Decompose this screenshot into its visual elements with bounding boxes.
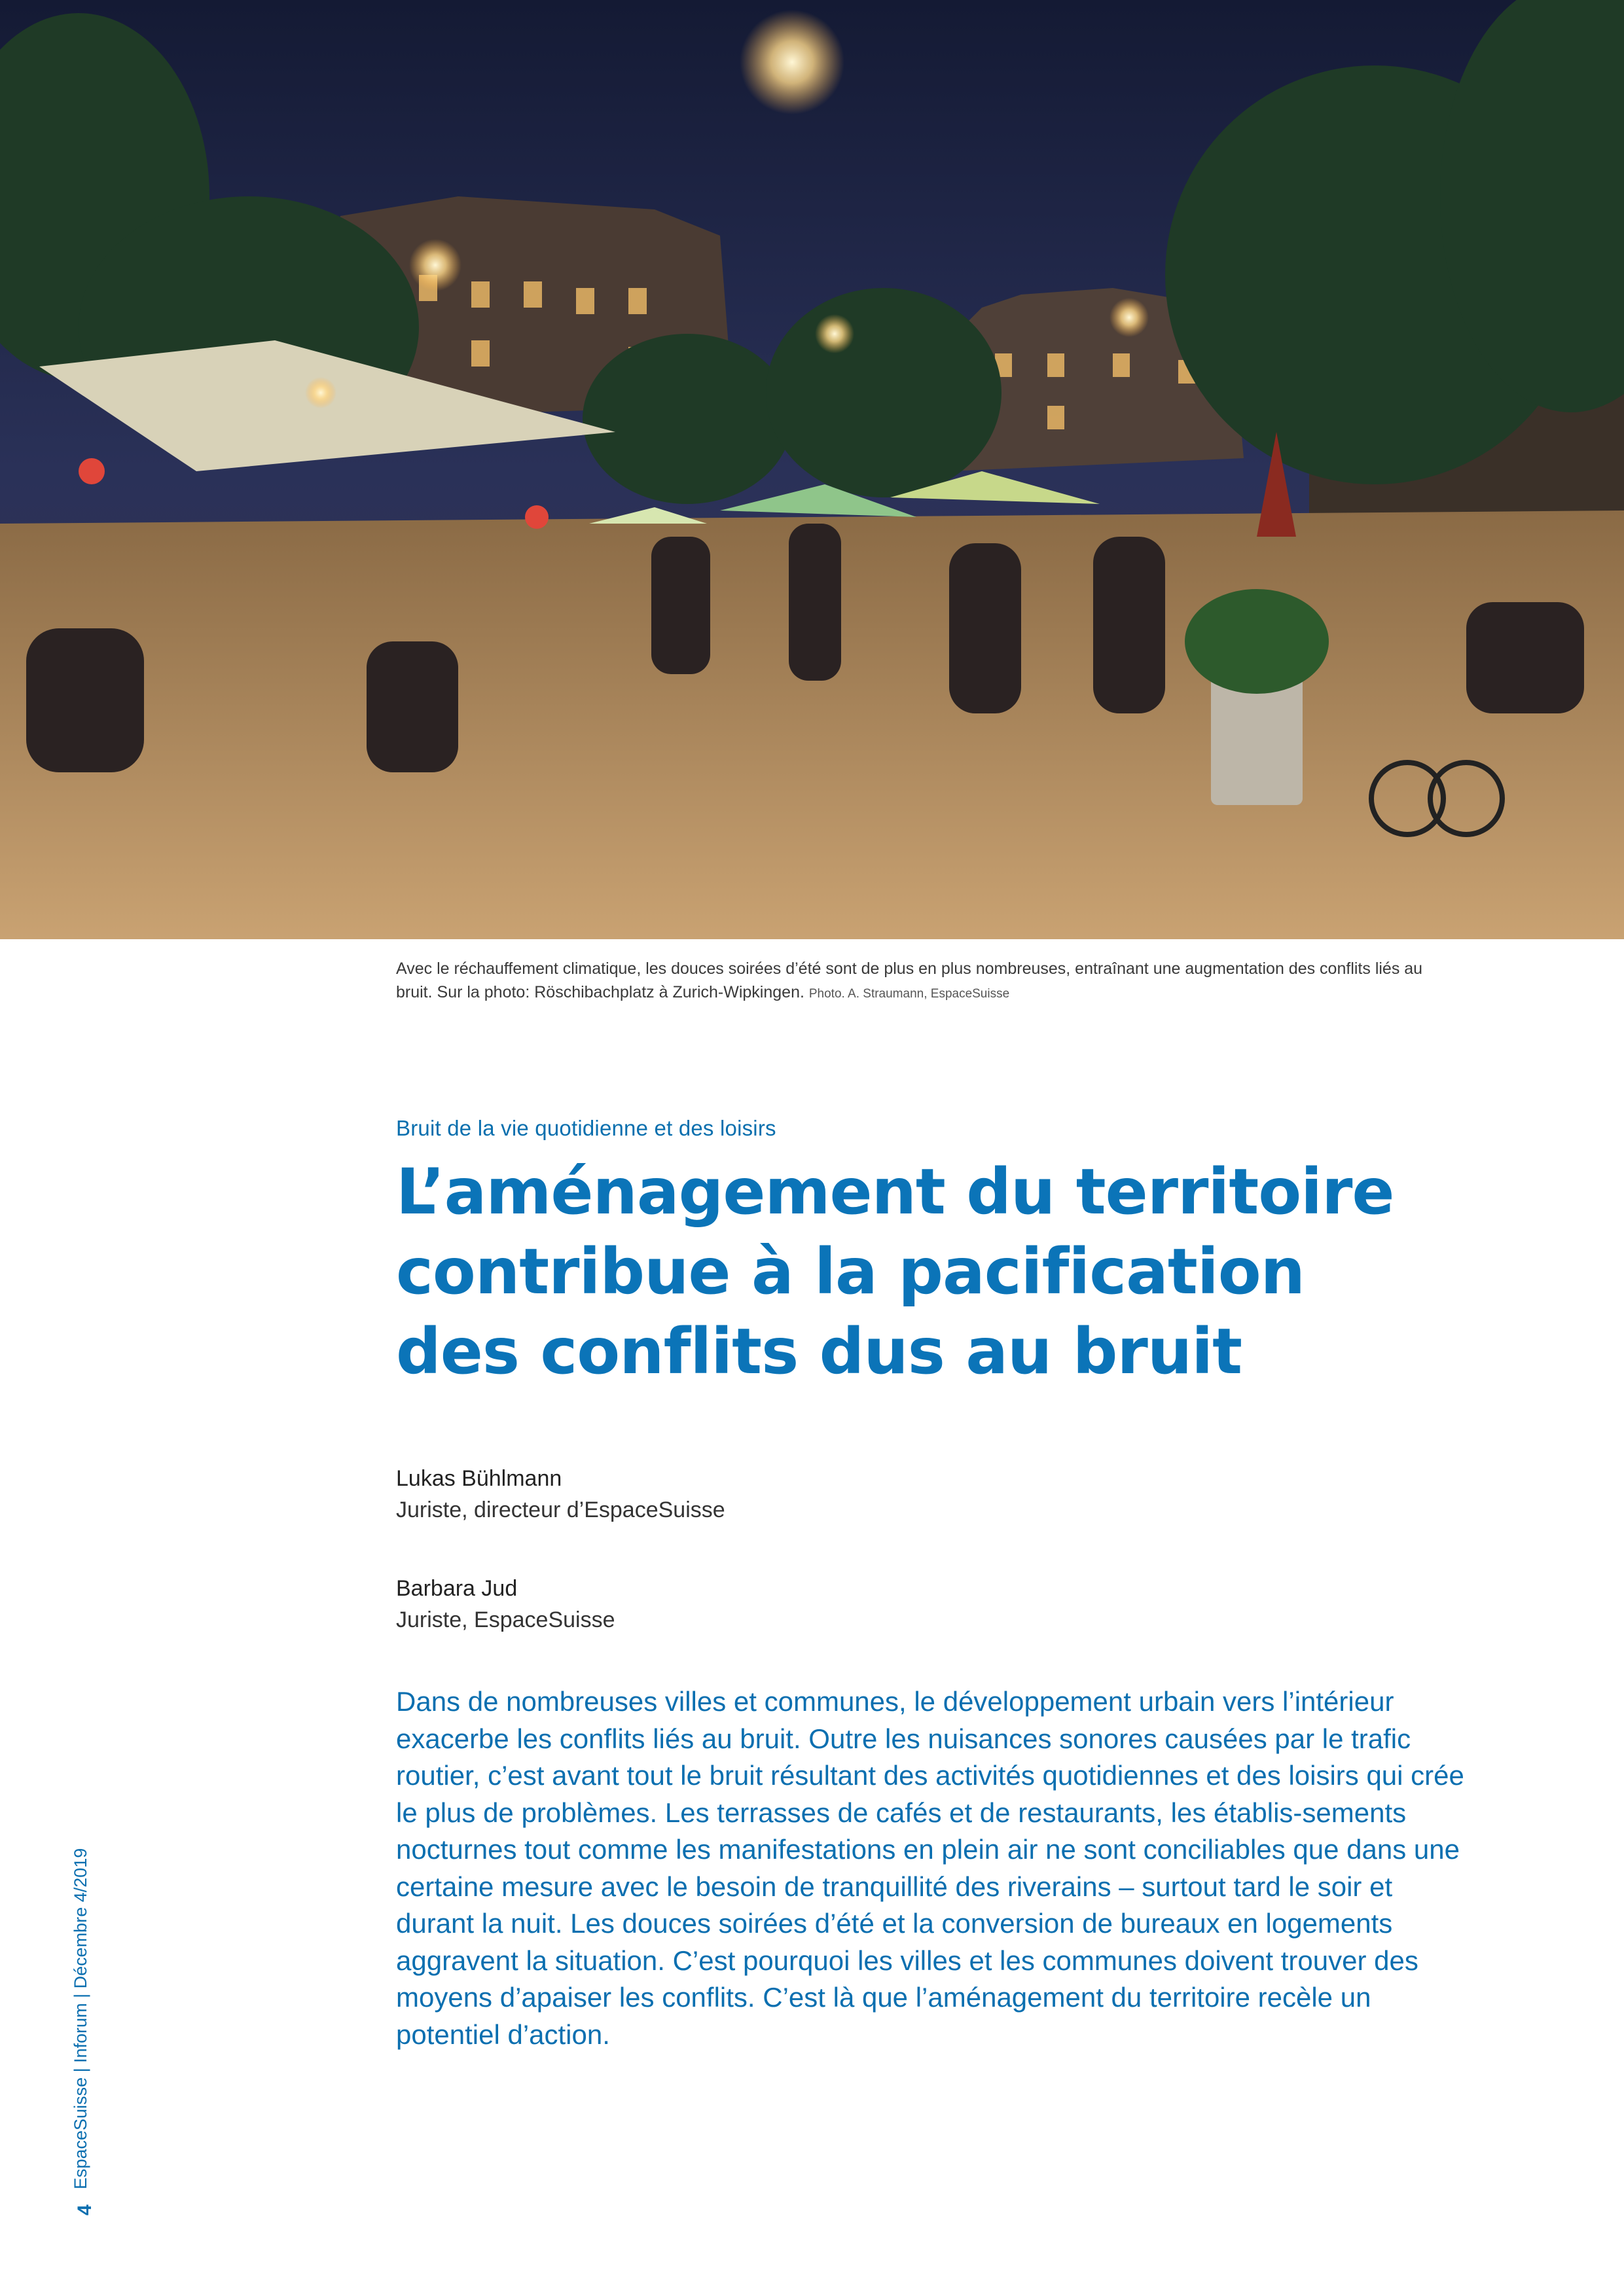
author-role: Juriste, directeur d’EspaceSuisse xyxy=(396,1498,725,1522)
headline-line-3: des conflits dus au bruit xyxy=(396,1315,1242,1388)
headline-line-1: L’aménagement du territoire xyxy=(396,1155,1394,1229)
article-headline xyxy=(396,1152,1509,1391)
publication-footer: EspaceSuisse | Inforum | Décembre 4/2019 xyxy=(71,1848,90,2189)
article-kicker: Bruit de la vie quotidienne et des loisirs xyxy=(396,1116,776,1140)
author-name: Barbara Jud xyxy=(396,1576,518,1601)
photo-credit: Photo. A. Straumann, EspaceSuisse xyxy=(808,987,1010,1001)
author-role: Juriste, EspaceSuisse xyxy=(396,1607,615,1632)
author-block xyxy=(396,1463,725,1526)
caption-text: Avec le réchauffement climatique, les douces soirées d’été sont de plus en plus nombreuses, entraînant une augmentation des conflits liés au bruit. Sur la photo: Röschibachplatz à Zurich-Wipkingen. xyxy=(396,960,1423,1001)
article-lead: Dans de nombreuses villes et communes, le développement urbain vers l’intérieur exacerbe les conflits liés au bruit. Outre les nuisances sonores causées par le trafic routier, c’est avant tout le bruit résultant des activités quotidiennes et des loisirs qui crée le plus de problèmes. Les terrasses de cafés et de restaurants, les établis-sements nocturnes tout comme les manifestations en plein air ne sont conciliables que dans une certaine mesure avec le besoin de tranquillité des riverains – surtout tard le soir et durant la nuit. Les douces soirées d’été et la conversion de bureaux en logements aggravent la situation. C’est pourquoi les villes et les communes doivent trouver des moyens d’apaiser les conflits. C’est là que l’aménagement du territoire recèle un potentiel d’action. xyxy=(396,1686,1464,2050)
author-block xyxy=(396,1573,615,1636)
photo-caption xyxy=(396,957,1450,1006)
hero-photo xyxy=(0,0,1624,939)
headline-line-2: contribue à la pacification xyxy=(396,1235,1305,1308)
page-number: 4 xyxy=(74,2204,96,2215)
author-name: Lukas Bühlmann xyxy=(396,1466,562,1491)
night-street-photo-icon xyxy=(0,0,1624,939)
